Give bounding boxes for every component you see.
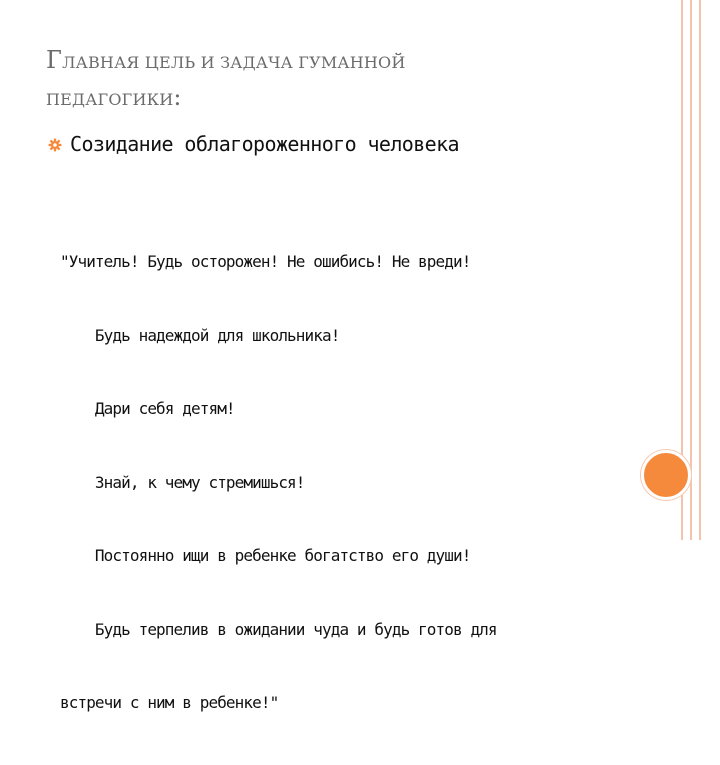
gear-icon [48,138,62,152]
quote-line: "Учитель! Будь осторожен! Не ошибись! Не вреди! [60,252,471,271]
title-colon: : [173,83,182,111]
bullet-item [48,132,459,156]
quote-line: встречи с ним в ребенке!" [60,693,279,712]
slide-title [46,40,606,120]
quote-block [60,201,620,765]
quote-line: Будь терпелив в ожидании чуда и будь готов для [60,619,497,639]
quote-line: Постоянно ищи в ребенке богатство его души! [60,546,471,565]
quote-line: Дари себя детям! [60,399,235,418]
quote-line: Будь надеждой для школьника! [60,325,340,345]
decorative-rail-line [699,0,701,540]
bullet-text: Созидание облагороженного человека [70,132,459,156]
title-line-2: ПЕДАГОГИКИ [46,90,174,109]
quote-line: Знай, к чему стремишься! [60,472,305,492]
title-line-1: ЛАВНАЯ ЦЕЛЬ И ЗАДАЧА ГУМАННОЙ [62,53,406,72]
decorative-circle [641,450,691,500]
decorative-rail-line [690,0,692,540]
title-first-letter: Г [46,46,63,74]
